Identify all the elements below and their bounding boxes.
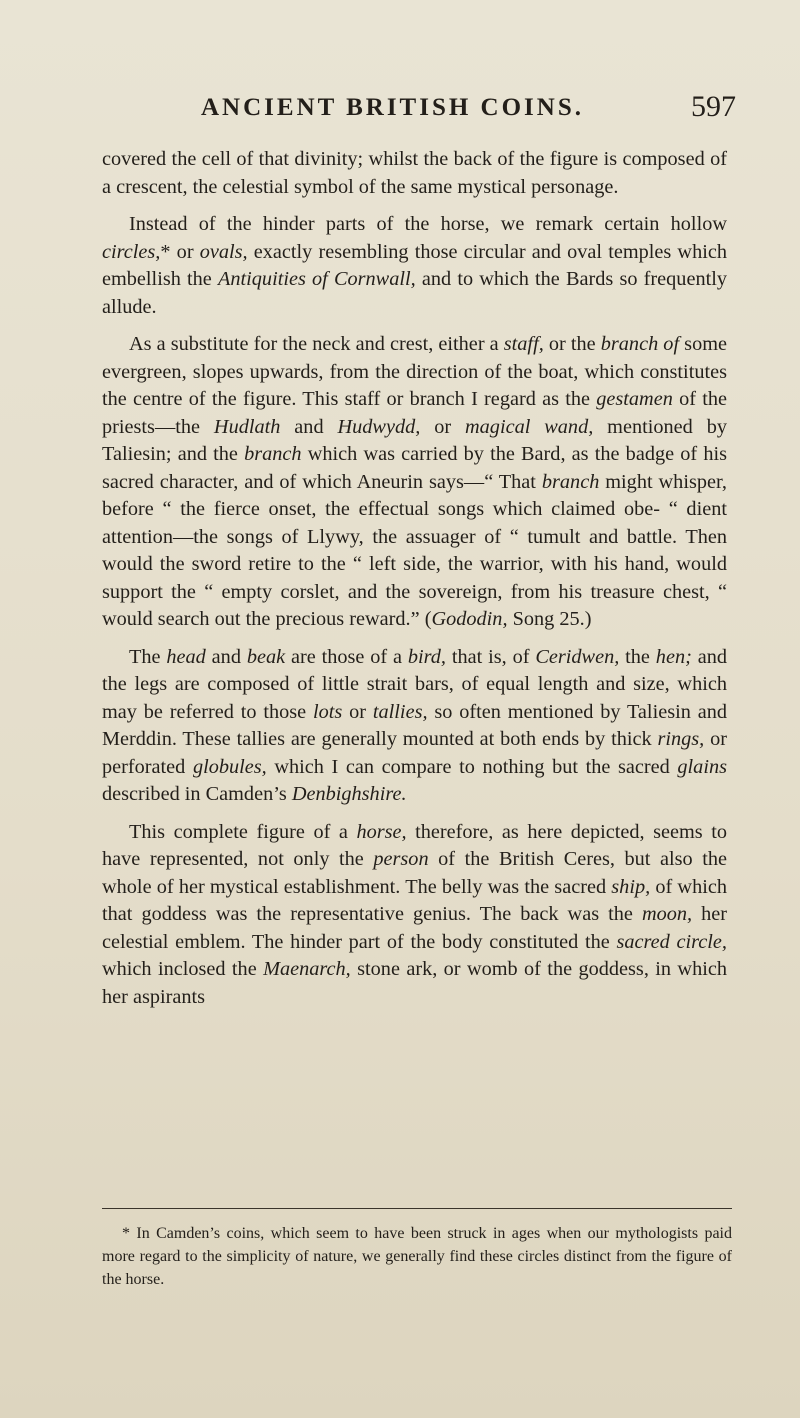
- paragraph: [102, 819, 727, 1012]
- text-segment: that is, of: [446, 645, 536, 668]
- text-segment: might whisper, before “ the fierce onset, the effectual songs which claimed obe- “ dient attention—the songs of Llywy, the assuager of “ tumult and battle. Then would the sword retire to the “ left side, the warrior, with his hand, would support the “ empty corslet, and the sovereign, from his treasure chest, “ would search out the precious reward.” (: [102, 470, 727, 630]
- text-segment: which I can compare to nothing but the sacred: [266, 755, 678, 778]
- italic-text: Denbighshire.: [291, 783, 407, 805]
- italic-text: ovals,: [199, 240, 248, 263]
- text-segment: therefore, as here depicted, seems to have represented, not only the: [102, 820, 727, 870]
- italic-text: branch of: [600, 333, 680, 355]
- italic-text: lots: [313, 700, 343, 723]
- running-title: ANCIENT BRITISH COINS.: [201, 94, 584, 121]
- page-header: [0, 90, 800, 128]
- italic-text: hen;: [655, 645, 692, 668]
- italic-text: globules,: [192, 755, 267, 778]
- text-segment: mentioned by Taliesin; and the: [102, 415, 727, 465]
- text-segment: which inclosed the: [102, 958, 264, 980]
- body-text: [102, 146, 727, 1021]
- text-segment: * or: [160, 240, 200, 263]
- text-segment: The: [129, 645, 167, 668]
- text-segment: stone ark, or womb of the goddess, in which her aspirants: [102, 958, 727, 1008]
- text-segment: and the legs are composed of little strait bars, of equal length and size, which may be referred to those: [102, 645, 727, 723]
- text-segment: or: [342, 700, 373, 723]
- text-segment: which was carried by the Bard, as the badge of his sacred character, and of which Aneurin says—“ That: [102, 443, 727, 493]
- text-segment: her celestial emblem. The hinder part of the body constituted the: [102, 903, 728, 953]
- italic-text: circles,: [102, 240, 161, 263]
- italic-text: Ceridwen,: [535, 645, 620, 668]
- paragraph: [102, 644, 727, 809]
- paragraph: [102, 211, 727, 321]
- text-segment: of the priests—the: [102, 388, 728, 438]
- text-segment: of which that goddess was the representative genius. The back was the: [102, 875, 727, 925]
- text-segment: Song 25.): [507, 608, 592, 630]
- italic-text: Maenarch,: [263, 958, 351, 980]
- italic-text: tallies,: [372, 700, 428, 723]
- text-segment: or: [420, 415, 466, 438]
- text-segment: and: [205, 645, 247, 668]
- italic-text: ship,: [611, 875, 651, 898]
- italic-text: sacred circle,: [616, 930, 727, 953]
- text-segment: exactly resembling those circular and oval temples which embellish the: [102, 240, 727, 290]
- italic-text: Gododin,: [431, 608, 508, 630]
- italic-text: Hudlath: [213, 415, 281, 438]
- italic-text: head: [166, 645, 206, 668]
- italic-text: magical wand,: [465, 415, 594, 438]
- paragraph: [102, 331, 727, 634]
- text-segment: the: [619, 645, 656, 668]
- italic-text: branch: [244, 443, 302, 465]
- italic-text: bird,: [407, 645, 447, 668]
- italic-text: person: [373, 848, 429, 870]
- text-segment: or perforated: [102, 728, 727, 778]
- footnote-divider: [102, 1208, 732, 1209]
- paragraph: [102, 146, 727, 201]
- italic-text: Antiquities of Cornwall,: [217, 268, 416, 290]
- italic-text: moon,: [641, 903, 693, 925]
- text-segment: some evergreen, slopes upwards, from the direction of the boat, which constitutes the centre of the figure. This staff or branch I regard as the: [102, 333, 727, 410]
- text-segment: * In Camden’s coins, which seem to have been struck in ages when our mythologists paid more regard to the simplicity of nature, we generally find these circles distinct from the figure of the horse.: [102, 1225, 732, 1288]
- footnote: [102, 1222, 732, 1291]
- text-segment: and: [280, 415, 338, 438]
- page-number: 597: [691, 90, 736, 123]
- text-segment: of the British Ceres, but also the whole of her mystical establishment. The belly was the sacred: [102, 848, 728, 898]
- text-segment: so often mentioned by Taliesin and Merddin. These tallies are generally mounted at both ends by thick: [102, 700, 727, 750]
- text-segment: As a substitute for the neck and crest, either a: [129, 333, 504, 355]
- italic-text: staff,: [503, 333, 544, 355]
- italic-text: gestamen: [596, 388, 673, 410]
- italic-text: glains: [677, 755, 727, 778]
- italic-text: branch: [541, 470, 600, 493]
- italic-text: rings,: [657, 728, 705, 750]
- text-segment: are those of a: [285, 645, 408, 668]
- text-segment: or the: [543, 333, 601, 355]
- text-segment: described in Camden’s: [102, 783, 292, 805]
- italic-text: Hudwydd,: [337, 415, 421, 438]
- text-segment: Instead of the hinder parts of the horse, we remark certain hollow: [129, 213, 727, 235]
- italic-text: horse,: [356, 820, 407, 843]
- italic-text: beak: [246, 645, 286, 668]
- text-segment: and to which the Bards so frequently allude.: [102, 268, 727, 318]
- text-segment: covered the cell of that divinity; whilst the back of the figure is composed of a crescent, the celestial symbol of the same mystical personage.: [102, 148, 727, 198]
- text-segment: This complete figure of a: [129, 820, 357, 843]
